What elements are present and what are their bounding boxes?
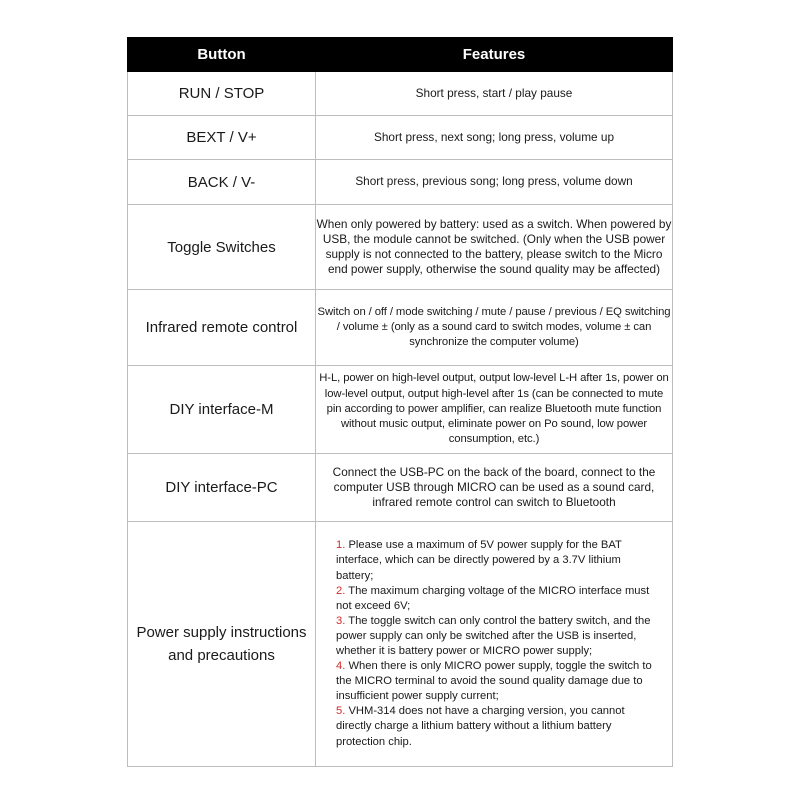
table-row-bext — [128, 116, 673, 160]
feature-text: When only powered by battery: used as a switch. When powered by USB, the module cannot be switched. (Only when the USB power supply is not connected to the battery, please switch to the Micro end power supply, otherwise the sound quality may be affected) — [316, 205, 673, 290]
button-name: DIY interface-M — [128, 366, 316, 454]
button-name — [128, 522, 316, 767]
button-name: BACK / V- — [128, 160, 316, 205]
feature-text: Short press, previous song; long press, volume down — [316, 160, 673, 205]
note-text: Please use a maximum of 5V power supply for the BAT interface, which can be directly powered by a 3.7V lithium battery; — [336, 539, 622, 582]
header-button: Button — [128, 38, 316, 72]
table-row-run-stop — [128, 72, 673, 116]
button-name-line: Power supply instructions — [136, 624, 307, 641]
table-row-diy-interface-m — [128, 366, 673, 454]
feature-text: Short press, next song; long press, volume up — [316, 116, 673, 160]
feature-text: Connect the USB-PC on the back of the board, connect to the computer USB through MICRO can be used as a sound card, infrared remote control can switch to Bluetooth — [316, 454, 673, 522]
note-number: 4. — [336, 660, 346, 673]
note-item — [336, 659, 655, 704]
note-item — [336, 614, 655, 659]
feature-text: Short press, start / play pause — [316, 72, 673, 116]
button-name: RUN / STOP — [128, 72, 316, 116]
table-row-power-supply — [128, 522, 673, 767]
button-name-line: and precautions — [168, 647, 275, 664]
button-name: BEXT / V+ — [128, 116, 316, 160]
button-name: Toggle Switches — [128, 205, 316, 290]
table-row-back — [128, 160, 673, 205]
note-item — [336, 704, 655, 749]
precautions-list — [316, 522, 673, 767]
button-name: DIY interface-PC — [128, 454, 316, 522]
note-text: The toggle switch can only control the battery switch, and the power supply can only be switched after the USB is inserted, whether it is battery power or MICRO power supply; — [336, 614, 651, 657]
note-number: 1. — [336, 539, 346, 552]
feature-text: Switch on / off / mode switching / mute / pause / previous / EQ switching / volume ± (only as a sound card to switch modes, volume ± can synchronize the computer volume) — [316, 290, 673, 366]
features-table — [127, 37, 673, 767]
header-row — [128, 38, 673, 72]
table-row-infrared-remote — [128, 290, 673, 366]
note-text: The maximum charging voltage of the MICRO interface must not exceed 6V; — [336, 584, 650, 612]
feature-text: H-L, power on high-level output, output low-level L-H after 1s, power on low-level output, output high-level after 1s (can be connected to mute pin according to power amplifier, can realize Bluetooth mute function without music output, eliminate power on Po sound, low power consumption, etc.) — [316, 366, 673, 454]
table-row-toggle-switches — [128, 205, 673, 290]
header-features: Features — [316, 38, 673, 72]
note-item — [336, 584, 655, 614]
button-name: Infrared remote control — [128, 290, 316, 366]
table-row-diy-interface-pc — [128, 454, 673, 522]
note-number: 5. — [336, 705, 346, 718]
note-number: 2. — [336, 584, 346, 597]
note-text: VHM-314 does not have a charging version, you cannot directly charge a lithium battery without a lithium battery protection chip. — [336, 705, 625, 748]
note-text: When there is only MICRO power supply, toggle the switch to the MICRO terminal to avoid the sound quality damage due to insufficient power supply current; — [336, 660, 652, 703]
note-item — [336, 538, 655, 583]
note-number: 3. — [336, 614, 346, 627]
